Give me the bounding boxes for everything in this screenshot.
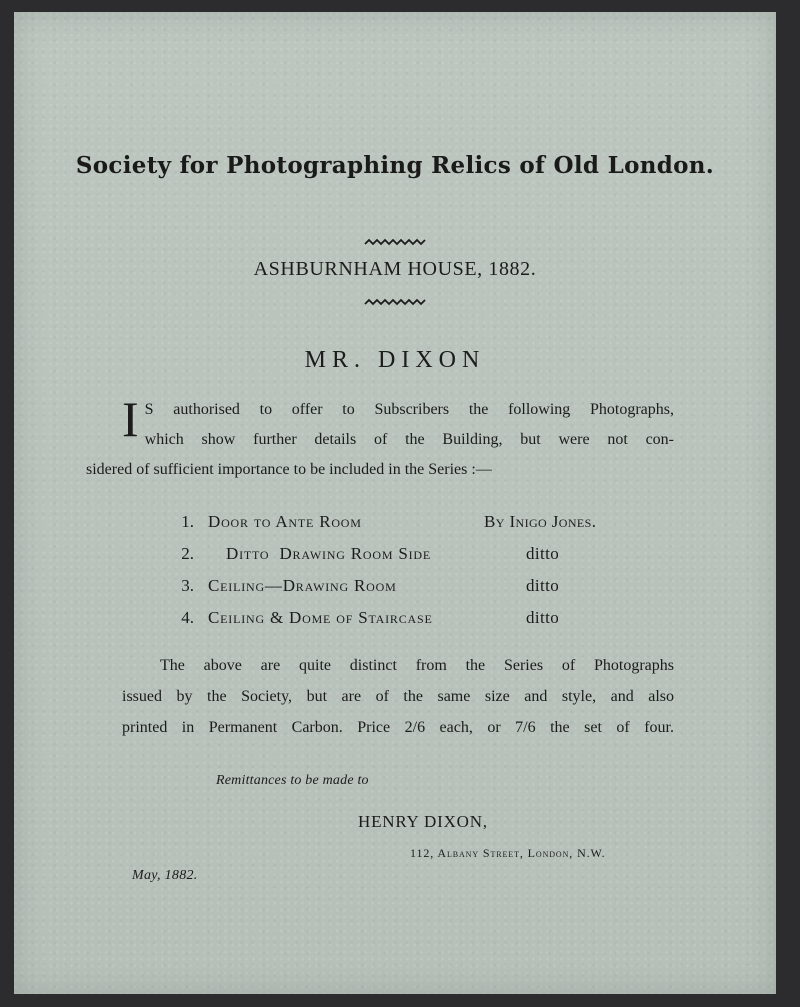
contact-name: HENRY DIXON,	[358, 812, 488, 831]
ornament-squiggle-top	[14, 234, 776, 252]
item-number: 4.	[181, 608, 194, 627]
item-attribution: ditto	[526, 544, 560, 563]
item-number: 2.	[181, 544, 194, 563]
document-date: May, 1882.	[132, 868, 198, 883]
item-attribution: ditto	[526, 608, 560, 627]
house-title: ASHBURNHAM HOUSE, 1882.	[253, 258, 537, 280]
mr-dixon-heading: MR. DIXON	[304, 347, 486, 373]
item-title: Ditto Drawing Room Side	[226, 544, 432, 563]
intro-paragraph	[86, 391, 674, 485]
item-number: 3.	[181, 576, 194, 595]
item-number: 1.	[181, 512, 194, 531]
intro-line: which show further details of the Building, but were not con-	[144, 431, 674, 448]
document-page	[14, 12, 776, 994]
paragraph-line: printed in Permanent Carbon. Price 2/6 each, or 7/6 the set of four.	[122, 719, 674, 736]
contact-address: 112, Albany Street, London, N.W.	[410, 846, 606, 860]
item-attribution: ditto	[526, 576, 560, 595]
society-heading: Society for Photographing Relics of Old London.	[75, 152, 715, 179]
intro-line: S authorised to offer to Subscribers the following Photographs,	[144, 401, 674, 418]
remittance-note: Remittances to be made to	[216, 773, 369, 788]
drop-cap: I	[122, 391, 139, 447]
photo-list-item	[164, 608, 664, 632]
photo-list-item	[164, 512, 664, 536]
paragraph-line: issued by the Society, but are of the same size and style, and also	[122, 688, 674, 705]
photo-list-item	[164, 576, 664, 600]
intro-line: sidered of sufficient importance to be included in the Series :—	[86, 461, 492, 478]
item-title: Ceiling & Dome of Staircase	[208, 608, 433, 627]
photo-list-item	[164, 544, 664, 568]
item-title: Ceiling—Drawing Room	[208, 576, 397, 595]
item-attribution: By Inigo Jones.	[484, 512, 597, 531]
ornament-squiggle-bottom	[14, 294, 776, 312]
item-title: Door to Ante Room	[208, 512, 362, 531]
description-paragraph	[122, 650, 674, 743]
paragraph-line: The above are quite distinct from the Series of Photographs	[160, 657, 674, 674]
